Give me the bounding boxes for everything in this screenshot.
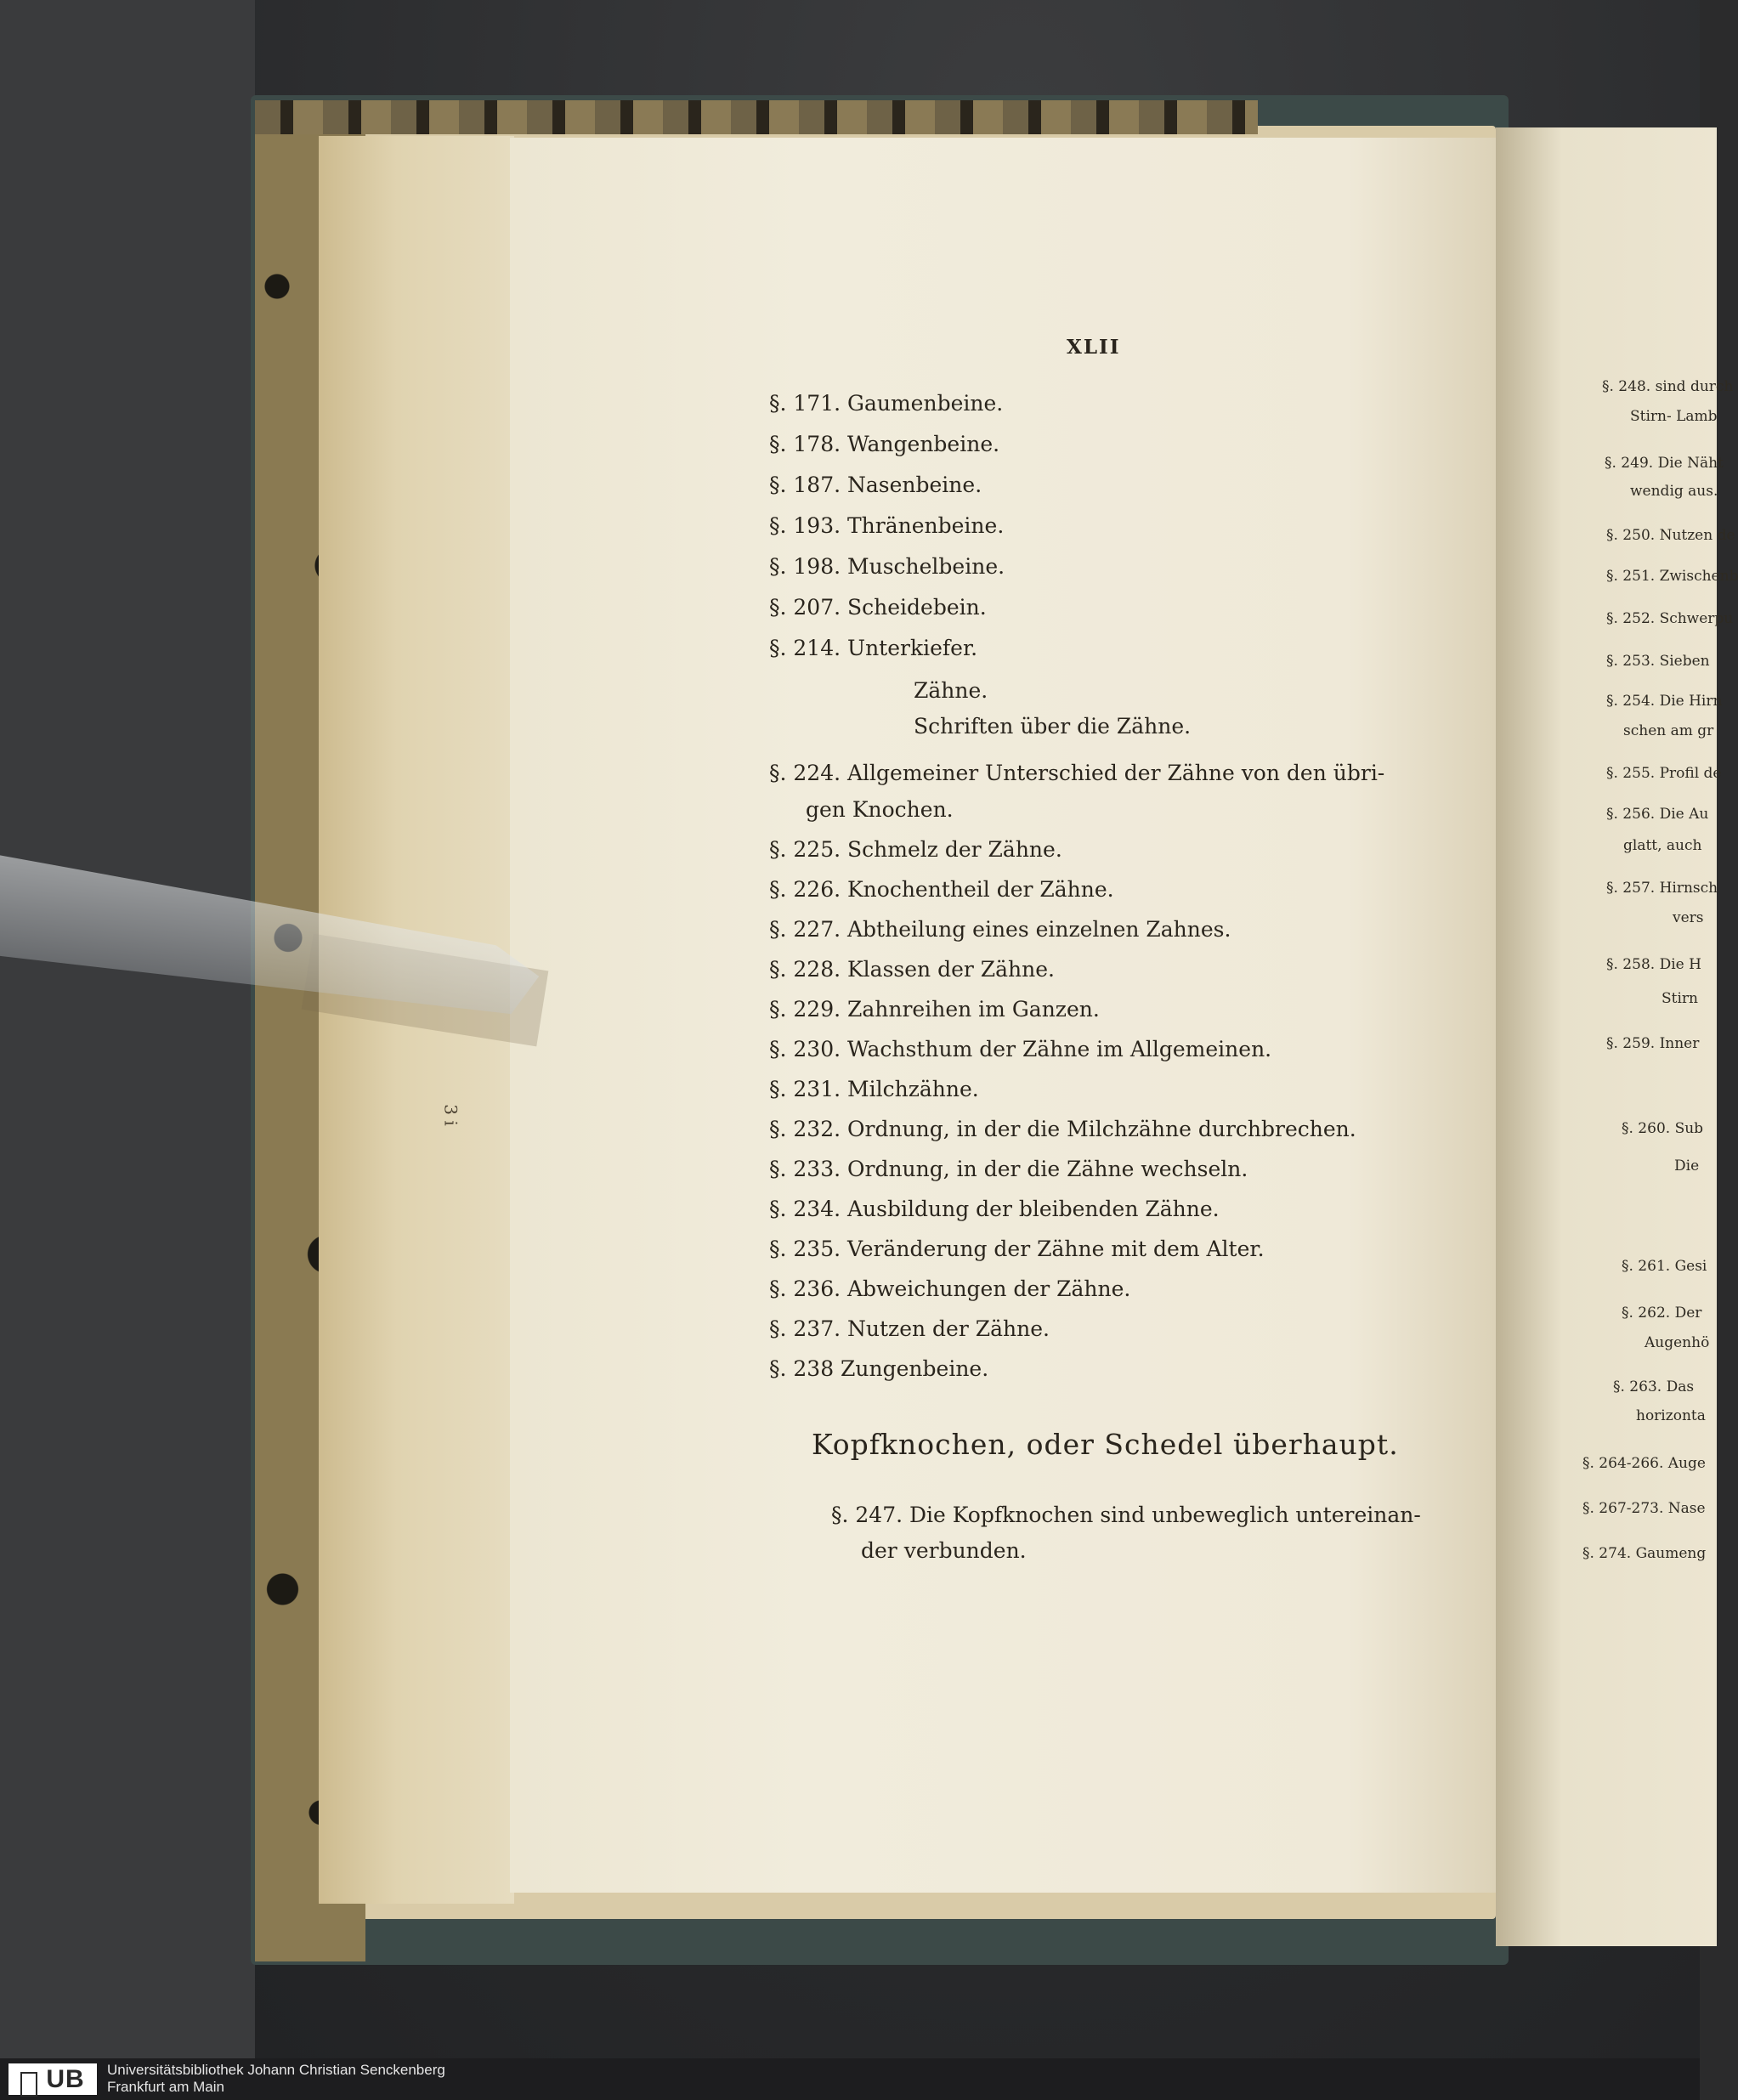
footer-institution: Universitätsbibliothek Johann Christian Senckenberg xyxy=(107,2062,445,2078)
marbled-top-edge xyxy=(255,100,1258,134)
list-item: §. 236. Abweichungen der Zähne. xyxy=(769,1276,1131,1301)
background-felt xyxy=(0,0,255,2058)
right-page-fragment: §. 263. Das xyxy=(1613,1378,1695,1395)
logo-text: UB xyxy=(46,2065,85,2093)
right-page-fragment: Augenhö xyxy=(1645,1334,1710,1351)
right-page-fragment: §. 262. Der xyxy=(1622,1305,1702,1322)
right-page-fragment: schen am gr xyxy=(1623,722,1714,739)
ub-logo xyxy=(8,2063,97,2095)
footer-bar xyxy=(0,2058,1700,2100)
list-item-continuation: gen Knochen. xyxy=(806,797,954,822)
right-page-fragment: Stirn- Lamb xyxy=(1630,408,1718,425)
list-item: §. 247. Die Kopfknochen sind unbeweglich untereinan- xyxy=(831,1503,1421,1527)
right-page-fragment: §. 254. Die Hirn xyxy=(1606,693,1723,710)
book-icon xyxy=(20,2072,37,2097)
right-page-fragment: §. 248. sind durch xyxy=(1602,378,1734,395)
right-page-fragment: §. 256. Die Au xyxy=(1606,806,1709,823)
list-item: §. 230. Wachsthum der Zähne im Allgemeinen. xyxy=(769,1037,1272,1061)
right-page-fragment: §. 253. Sieben xyxy=(1606,653,1710,670)
list-item: §. 231. Milchzähne. xyxy=(769,1077,979,1101)
section-title: Kopfknochen, oder Schedel überhaupt. xyxy=(812,1428,1399,1461)
list-item: §. 238 Zungenbeine. xyxy=(769,1356,989,1381)
right-page-fragment: §. 260. Sub xyxy=(1622,1120,1704,1137)
right-page-fragment: §. 267-273. Nase xyxy=(1582,1500,1706,1517)
right-page-fragment: Stirn xyxy=(1662,990,1698,1007)
footer-location: Frankfurt am Main xyxy=(107,2079,224,2095)
right-page-fragment: §. 264-266. Auge xyxy=(1582,1455,1706,1472)
list-item: §. 226. Knochentheil der Zähne. xyxy=(769,877,1114,902)
sub-heading: Zähne. xyxy=(914,678,988,703)
list-item: §. 235. Veränderung der Zähne mit dem Alter. xyxy=(769,1237,1265,1261)
right-page-fragment: §. 250. Nutzen de xyxy=(1606,527,1735,544)
margin-mark: 3 i xyxy=(440,1104,461,1126)
right-page-fragment: §. 249. Die Näht xyxy=(1605,455,1724,472)
right-page-fragment: §. 261. Gesi xyxy=(1622,1258,1707,1275)
right-page-fragment: Die xyxy=(1674,1158,1700,1175)
list-item: §. 207. Scheidebein. xyxy=(769,595,987,620)
list-item: §. 228. Klassen der Zähne. xyxy=(769,957,1055,982)
list-item: §. 224. Allgemeiner Unterschied der Zähne von den übri- xyxy=(769,761,1385,785)
right-page-fragment: §. 251. Zwischenb xyxy=(1606,568,1738,585)
list-item: §. 225. Schmelz der Zähne. xyxy=(769,837,1062,862)
list-item: §. 198. Muschelbeine. xyxy=(769,554,1005,579)
list-item: §. 178. Wangenbeine. xyxy=(769,432,1000,456)
right-page-fragment: §. 274. Gaumeng xyxy=(1582,1545,1707,1562)
right-page-fragment: vers xyxy=(1673,909,1704,926)
sub-heading: Schriften über die Zähne. xyxy=(914,714,1192,739)
right-page-fragment: §. 259. Inner xyxy=(1606,1035,1700,1052)
right-page-fragment: horizonta xyxy=(1636,1407,1706,1424)
list-item: §. 193. Thränenbeine. xyxy=(769,513,1005,538)
list-item: §. 187. Nasenbeine. xyxy=(769,473,982,497)
list-item: §. 232. Ordnung, in der die Milchzähne durchbrechen. xyxy=(769,1117,1356,1141)
list-item-continuation: der verbunden. xyxy=(861,1538,1027,1563)
list-item: §. 234. Ausbildung der bleibenden Zähne. xyxy=(769,1197,1220,1221)
right-page-fragment: §. 258. Die H xyxy=(1606,956,1701,973)
right-page-fragment: glatt, auch xyxy=(1623,837,1702,854)
right-page-fragment: §. 257. Hirnsch xyxy=(1606,880,1718,897)
list-item: §. 237. Nutzen der Zähne. xyxy=(769,1316,1050,1341)
right-page-fragment: §. 252. Schwerpu xyxy=(1606,610,1734,627)
list-item: §. 229. Zahnreihen im Ganzen. xyxy=(769,997,1100,1022)
page-header: XLII xyxy=(1067,336,1121,359)
right-page-fragment: wendig aus. xyxy=(1630,483,1718,500)
list-item: §. 227. Abtheilung eines einzelnen Zahnes. xyxy=(769,917,1231,942)
list-item: §. 233. Ordnung, in der die Zähne wechseln. xyxy=(769,1157,1248,1181)
right-page-fragment: §. 255. Profil de xyxy=(1606,765,1722,782)
list-item: §. 171. Gaumenbeine. xyxy=(769,391,1004,416)
list-item: §. 214. Unterkiefer. xyxy=(769,636,978,660)
